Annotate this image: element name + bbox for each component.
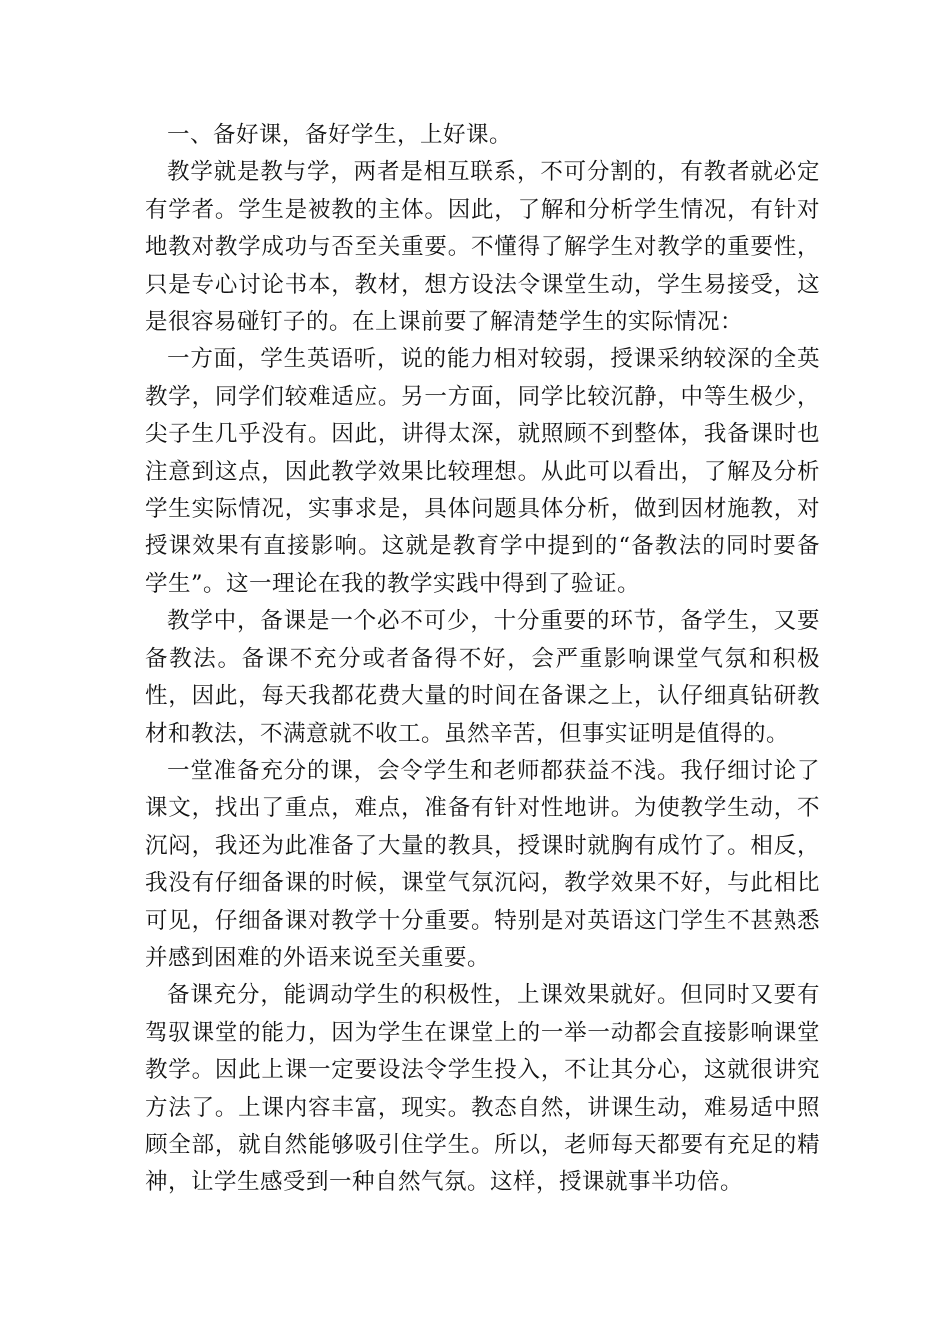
document-body [145, 117, 820, 1202]
paragraph-3: 教学中，备课是一个必不可少，十分重要的环节，备学生，又要备教法。备课不充分或者备得不好，会严重影响课堂气氛和积极性，因此，每天我都花费大量的时间在备课之上，认仔细真钻研教材和教法，不满意就不收工。虽然辛苦，但事实证明是值得的。 [145, 608, 820, 747]
paragraph-2: 一方面，学生英语听，说的能力相对较弱，授课采纳较深的全英教学，同学们较难适应。另一方面，同学比较沉静，中等生极少，尖子生几乎没有。因此，讲得太深，就照顾不到整体，我备课时也注意到这点，因此教学效果比较理想。从此可以看出，了解及分析学生实际情况，实事求是，具体问题具体分析，做到因材施教，对授课效果有直接影响。这就是教育学中提到的“备教法的同时要备学生”。这一理论在我的教学实践中得到了验证。 [145, 346, 820, 597]
section-heading: 一、备好课，备好学生，上好课。 [167, 122, 513, 148]
paragraph-4: 一堂准备充分的课，会令学生和老师都获益不浅。我仔细讨论了课文，找出了重点，难点，准备有针对性地讲。为使教学生动，不沉闷，我还为此准备了大量的教具，授课时就胸有成竹了。相反，我没有仔细备课的时候，课堂气氛沉闷，教学效果不好，与此相比可见，仔细备课对教学十分重要。特别是对英语这门学生不甚熟悉并感到困难的外语来说至关重要。 [145, 757, 820, 971]
paragraph-1: 教学就是教与学，两者是相互联系，不可分割的，有教者就必定有学者。学生是被教的主体。因此，了解和分析学生情况，有针对地教对教学成功与否至关重要。不懂得了解学生对教学的重要性，只是专心讨论书本，教材，想方设法令课堂生动，学生易接受，这是很容易碰钉子的。在上课前要了解清楚学生的实际情况： [145, 159, 820, 336]
paragraph-5: 备课充分，能调动学生的积极性，上课效果就好。但同时又要有驾驭课堂的能力，因为学生在课堂上的一举一动都会直接影响课堂教学。因此上课一定要设法令学生投入，不让其分心，这就很讲究方法了。上课内容丰富，现实。教态自然，讲课生动，难易适中照顾全部，就自然能够吸引住学生。所以，老师每天都要有充足的精神，让学生感受到一种自然气氛。这样，授课就事半功倍。 [145, 982, 820, 1196]
